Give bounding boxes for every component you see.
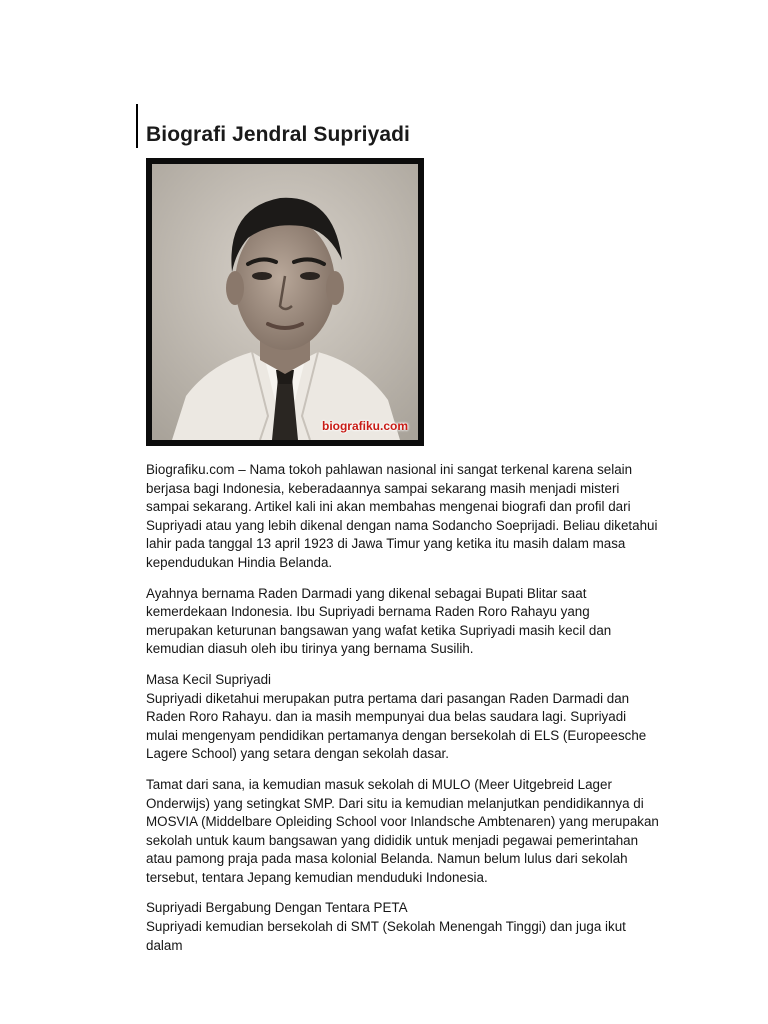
section-heading: Supriyadi Bergabung Dengan Tentara PETA [146, 900, 408, 916]
section-paragraph: Supriyadi diketahui merupakan putra pertama dari pasangan Raden Darmadi dan Raden Roro Rahayu. dan ia masih mempunyai dua belas saudara lagi. Supriyadi mulai mengenyam pendidikan pertamanya dengan bersekolah di ELS (Europeesche Lagere School) yang setara dengan sekolah dasar. [146, 690, 647, 762]
section-heading: Masa Kecil Supriyadi [146, 671, 272, 687]
family-paragraph: Ayahnya bernama Raden Darmadi yang dikenal sebagai Bupati Blitar saat kemerdekaan Indonesia. Ibu Supriyadi bernama Raden Roro Rahayu yang merupakan keturunan bangsawan yang wafat ketika Supriyadi masih kecil dan kemudian diasuh oleh ibu tirinya yang bernama Susilih. [146, 585, 612, 657]
image-watermark: biografiku.com [321, 419, 408, 433]
text-cursor [136, 104, 138, 148]
portrait-illustration [152, 164, 418, 440]
document-title: Biografi Jendral Supriyadi [146, 123, 410, 146]
article-body [146, 461, 660, 967]
intro-paragraph: Biografiku.com – Nama tokoh pahlawan nasional ini sangat terkenal karena selain berjasa bagi Indonesia, keberadaannya sampai sekarang masih menjadi misteri sampai sekarang. Artikel kali ini akan membahas mengenai biografi dan profil dari Supriyadi atau yang lebih dikenal dengan nama Sodancho Soeprijadi. Beliau diketahui lahir pada tanggal 13 april 1923 di Jawa Timur yang ketika itu masih dalam masa kependudukan Hindia Belanda. [146, 462, 658, 570]
section-paragraph: Supriyadi kemudian bersekolah di SMT (Sekolah Menengah Tinggi) dan juga ikut dalam [146, 919, 626, 953]
portrait-image [146, 158, 424, 446]
section-paragraph: Tamat dari sana, ia kemudian masuk sekolah di MULO (Meer Uitgebreid Lager Onderwijs) yang setingkat SMP. Dari situ ia kemudian melanjutkan pendidikannya di MOSVIA (Middelbare Opleiding School voor Inlandsche Ambtenaren) yang merupakan sekolah untuk kaum bangsawan yang dididik untuk menjadi pegawai pemerintahan atau pamong praja pada masa kolonial Belanda. Namun belum lulus dari sekolah tersebut, tentara Jepang kemudian menduduki Indonesia. [146, 776, 659, 885]
